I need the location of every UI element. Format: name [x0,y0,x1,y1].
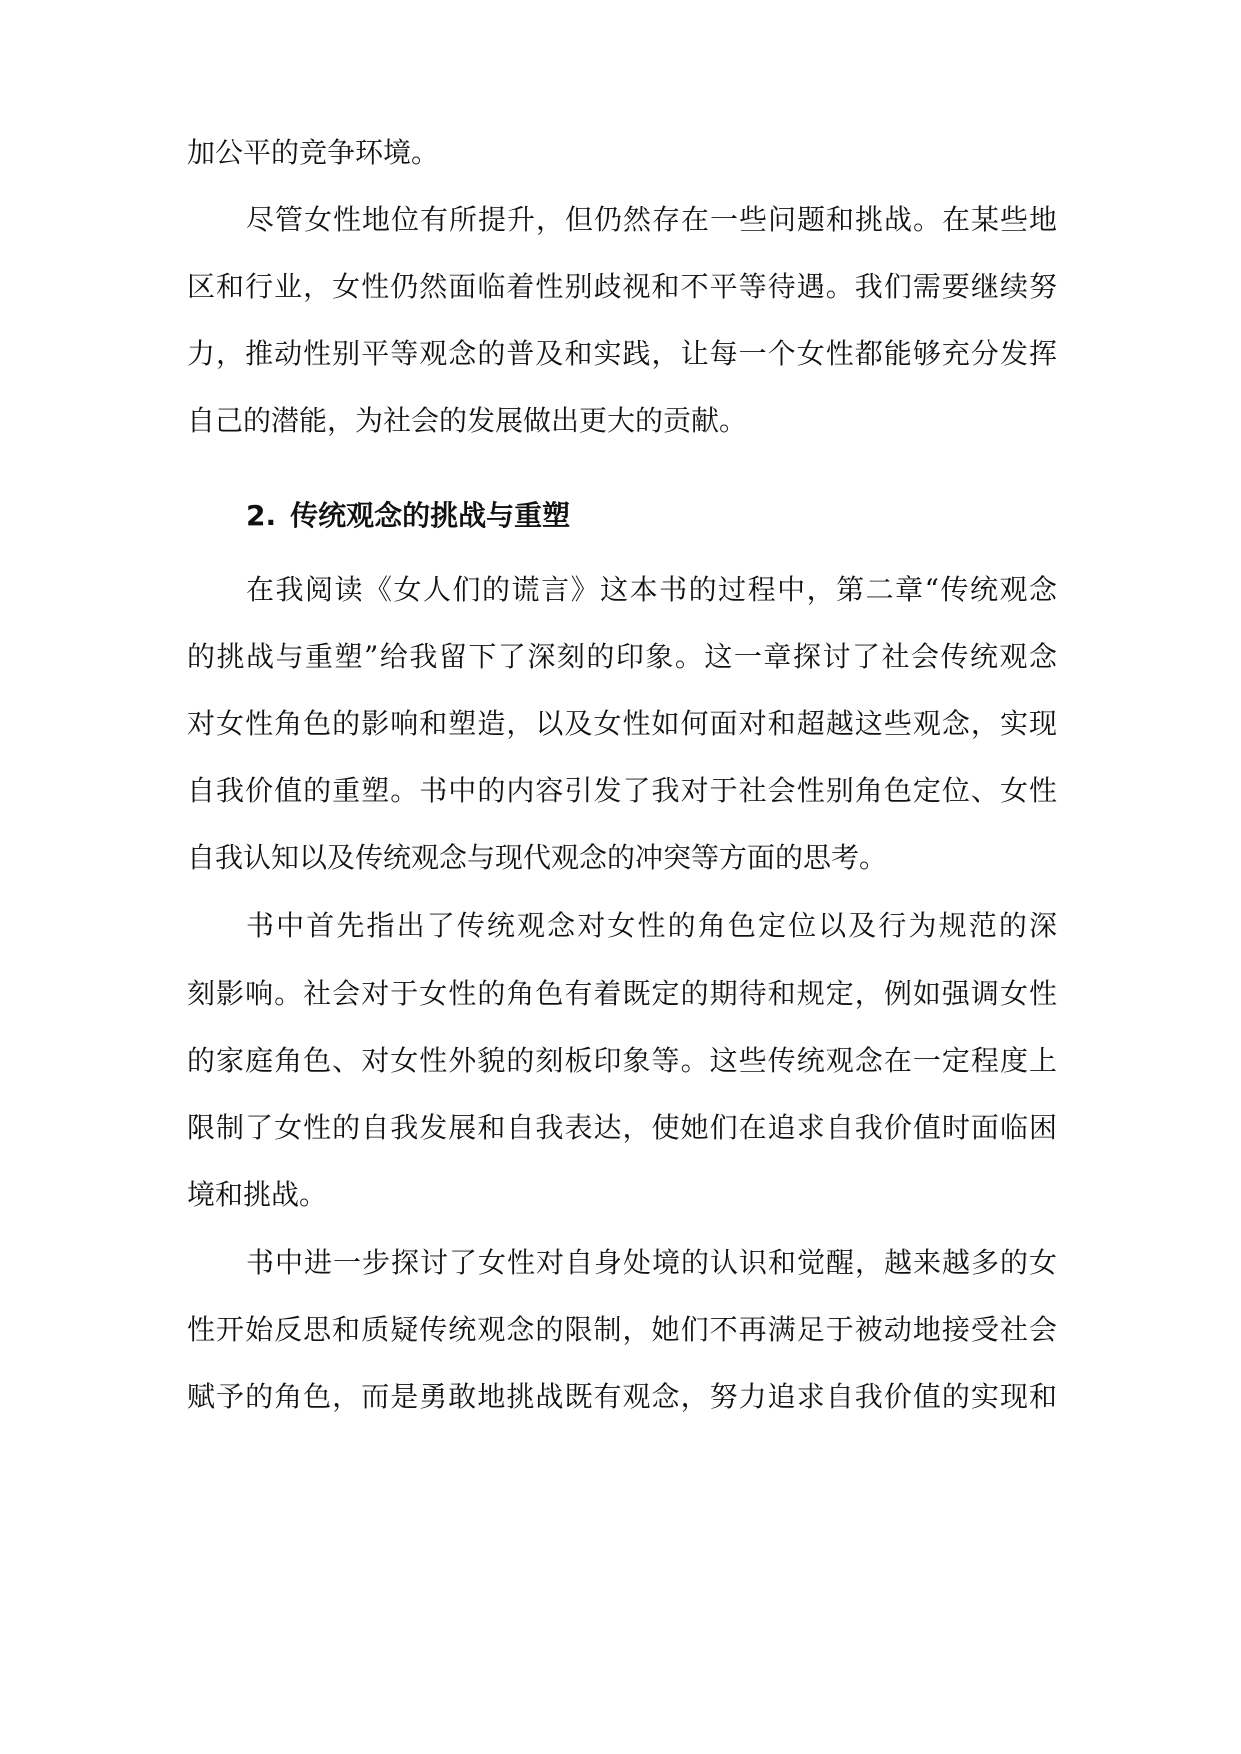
section-heading [246,492,570,540]
paragraph-line: 境和挑战。 [187,1178,328,1211]
paragraph-line: 书中进一步探讨了女性对自身处境的认识和觉醒，越来越多的女 [246,1246,1057,1279]
paragraph-line: 限制了女性的自我发展和自我表达，使她们在追求自我价值时面临困 [187,1111,1057,1144]
paragraph-line: 力，推动性别平等观念的普及和实践，让每一个女性都能够充分发挥 [187,337,1057,370]
section-number: 2. [246,499,277,532]
paragraph-line: 刻影响。社会对于女性的角色有着既定的期待和规定，例如强调女性 [187,977,1057,1010]
paragraph-line: 在我阅读《女人们的谎言》这本书的过程中，第二章“传统观念 [246,573,1057,606]
paragraph-line: 对女性角色的影响和塑造，以及女性如何面对和超越这些观念，实现 [187,707,1057,740]
paragraph-line: 自己的潜能，为社会的发展做出更大的贡献。 [187,404,748,437]
paragraph-line: 赋予的角色，而是勇敢地挑战既有观念，努力追求自我价值的实现和 [187,1380,1057,1413]
paragraph-line: 的家庭角色、对女性外貌的刻板印象等。这些传统观念在一定程度上 [187,1044,1057,1077]
paragraph-line: 加公平的竞争环境。 [187,136,440,169]
paragraph-line: 区和行业，女性仍然面临着性别歧视和不平等待遇。我们需要继续努 [187,270,1057,303]
paragraph-line: 自我价值的重塑。书中的内容引发了我对于社会性别角色定位、女性 [187,774,1057,807]
paragraph-line: 自我认知以及传统观念与现代观念的冲突等方面的思考。 [187,841,888,874]
paragraph-line: 尽管女性地位有所提升，但仍然存在一些问题和挑战。在某些地 [246,203,1057,236]
paragraph-line: 性开始反思和质疑传统观念的限制，她们不再满足于被动地接受社会 [187,1313,1057,1346]
section-title: 传统观念的挑战与重塑 [290,499,571,532]
paragraph-line: 的挑战与重塑”给我留下了深刻的印象。这一章探讨了社会传统观念 [187,640,1057,673]
paragraph-line: 书中首先指出了传统观念对女性的角色定位以及行为规范的深 [246,909,1057,942]
